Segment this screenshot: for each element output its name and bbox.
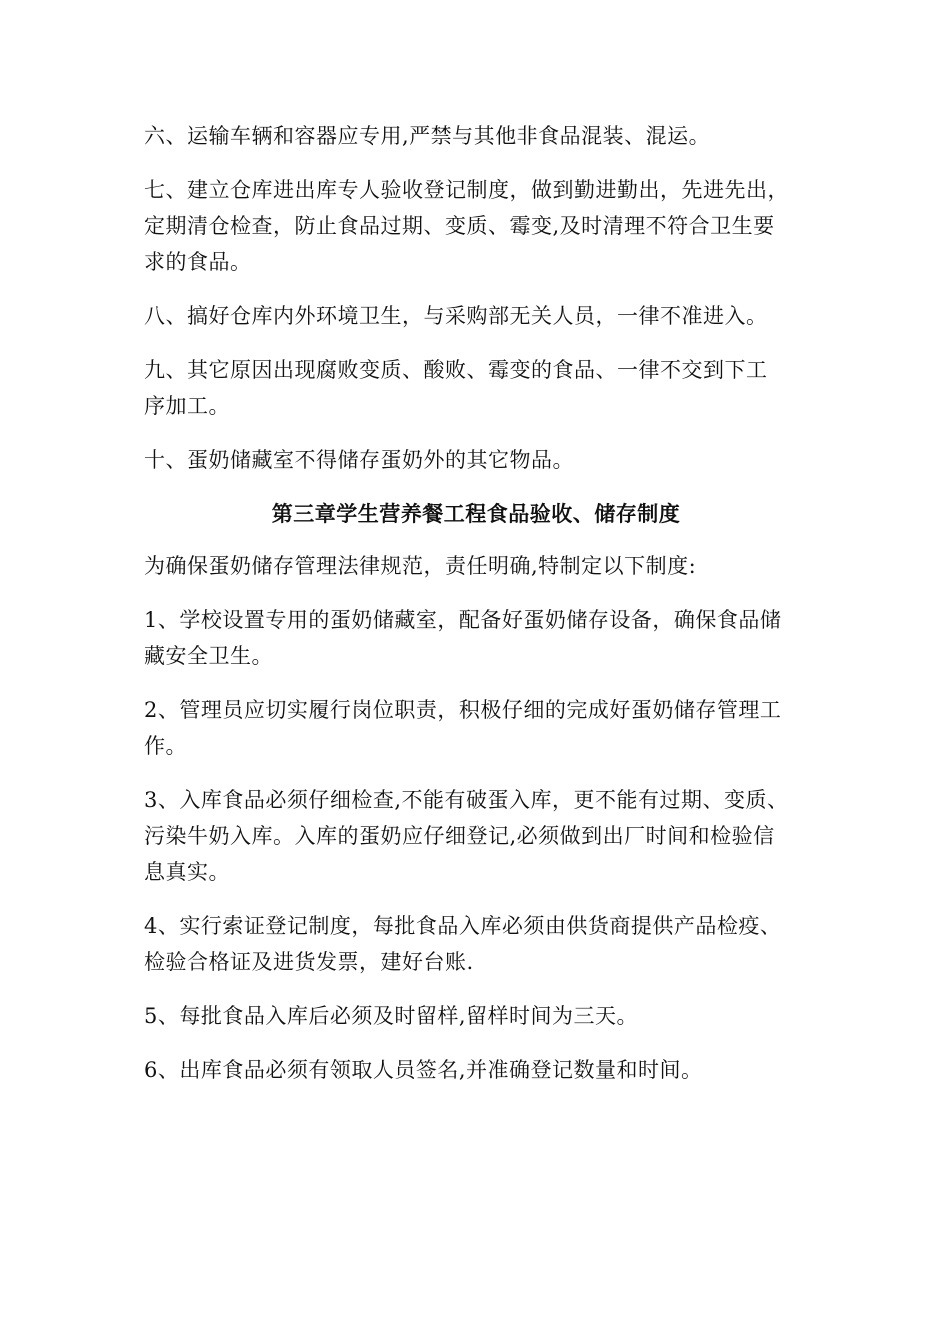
- section-rules: [144, 602, 808, 1088]
- item-6: [144, 118, 808, 154]
- text-line: 求的食品。: [144, 250, 252, 274]
- text-line: 4、实行索证登记制度，每批食品入库必须由供货商提供产品检疫、: [144, 914, 782, 938]
- text-line: 藏安全卫生。: [144, 644, 273, 668]
- rule-6: [144, 1052, 808, 1088]
- rule-4: [144, 908, 808, 980]
- section-top-items: [144, 118, 808, 478]
- text-line: 为确保蛋奶储存管理法律规范，责任明确,特制定以下制度:: [144, 554, 697, 578]
- rule-3: [144, 782, 808, 890]
- text-line: 九、其它原因出现腐败变质、酸败、霉变的食品、一律不交到下工: [144, 358, 768, 382]
- text-line: 序加工。: [144, 394, 230, 418]
- item-8: [144, 298, 808, 334]
- text-line: 息真实。: [144, 860, 230, 884]
- chapter-title: 第三章学生营养餐工程食品验收、储存制度: [271, 502, 681, 526]
- text-line: 八、搞好仓库内外环境卫生，与采购部无关人员，一律不准进入。: [144, 304, 768, 328]
- text-line: 1、学校设置专用的蛋奶储藏室，配备好蛋奶储存设备，确保食品储: [144, 608, 782, 632]
- text-line: 3、入库食品必须仔细检查,不能有破蛋入库，更不能有过期、变质、: [144, 788, 789, 812]
- text-line: 六、运输车辆和容器应专用,严禁与其他非食品混装、混运。: [144, 124, 711, 148]
- rule-1: [144, 602, 808, 674]
- intro-paragraph: [144, 548, 808, 584]
- rule-5: [144, 998, 808, 1034]
- rule-2: [144, 692, 808, 764]
- document-page: [144, 118, 808, 1106]
- text-line: 十、蛋奶储藏室不得储存蛋奶外的其它物品。: [144, 448, 574, 472]
- text-line: 作。: [144, 734, 187, 758]
- text-line: 6、出库食品必须有领取人员签名,并准确登记数量和时间。: [144, 1058, 703, 1082]
- text-line: 污染牛奶入库。入库的蛋奶应仔细登记,必须做到出厂时间和检验信: [144, 824, 775, 848]
- text-line: 2、管理员应切实履行岗位职责，积极仔细的完成好蛋奶储存管理工: [144, 698, 782, 722]
- text-line: 检验合格证及进货发票，建好台账.: [144, 950, 474, 974]
- item-10: [144, 442, 808, 478]
- item-9: [144, 352, 808, 424]
- text-line: 5、每批食品入库后必须及时留样,留样时间为三天。: [144, 1004, 639, 1028]
- text-line: 七、建立仓库进出库专人验收登记制度，做到勤进勤出，先进先出，: [144, 178, 789, 202]
- item-7: [144, 172, 808, 280]
- text-line: 定期清仓检查，防止食品过期、变质、霉变,及时清理不符合卫生要: [144, 214, 775, 238]
